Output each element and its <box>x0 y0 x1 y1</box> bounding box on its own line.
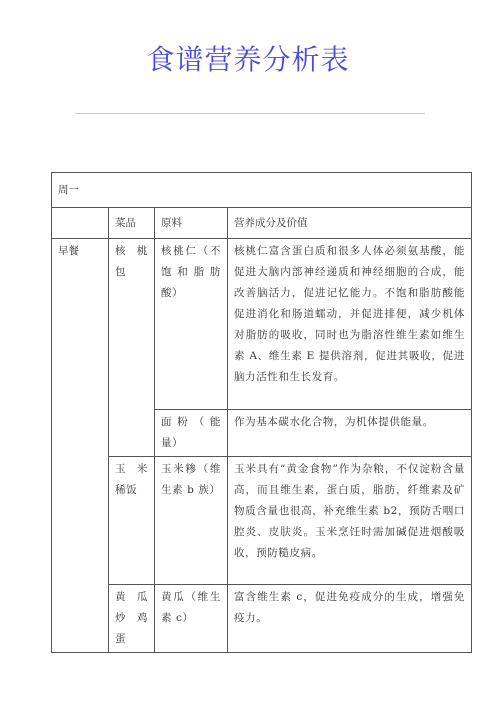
meal-label: 早餐 <box>52 239 109 653</box>
nutrition-value: 作为基本碳水化合物，为机体提供能量。 <box>228 410 472 457</box>
nutrition-value: 富含维生素 c，促进免疫成分的生成，增强免疫力。 <box>228 585 472 653</box>
table-row <box>52 239 472 410</box>
dish-name: 黄瓜炒鸡蛋 <box>109 585 155 653</box>
title-divider <box>75 113 425 114</box>
header-ingredient: 原料 <box>155 208 228 239</box>
header-nutrition: 营养成分及价值 <box>228 208 472 239</box>
page-title: 食谱营养分析表 <box>146 43 350 76</box>
ingredient-name: 玉米糁（维生素 b 族） <box>155 457 228 585</box>
nutrition-table <box>51 172 472 653</box>
ingredient-name: 核桃仁（不饱和脂肪酸） <box>155 239 228 410</box>
dish-name: 玉米稀饭 <box>109 457 155 585</box>
week-row <box>52 173 472 208</box>
week-label: 周一 <box>52 173 472 208</box>
dish-name: 核桃包 <box>109 239 155 457</box>
table-row <box>52 457 472 585</box>
header-dish: 菜品 <box>109 208 155 239</box>
header-blank-cell <box>52 208 109 239</box>
nutrition-value: 核桃仁富含蛋白质和很多人体必须氨基酸，能促进大脑内部神经递质和神经细胞的合成，能改善脑活力，促进记忆能力。不饱和脂肪酸能促进消化和肠道蠕动，并促进排便，减少机体对脂肪的吸收，同时也为脂溶性维生素如维生素 A、维生素 E 提供溶剂，促进其吸收，促进脑力活性和生长发育。 <box>228 239 472 410</box>
ingredient-name: 面粉（能量） <box>155 410 228 457</box>
table-row <box>52 585 472 653</box>
ingredient-name: 黄瓜（维生素 c） <box>155 585 228 653</box>
header-row <box>52 208 472 239</box>
nutrition-value: 玉米具有“黄金食物”作为杂粮，不仅淀粉含量高，而且维生素，蛋白质，脂肪，纤维素及矿物质含量也很高，补充维生素 b2，预防舌咽口腔炎、皮肤炎。玉米烹饪时需加碱促进烟酸吸收，预防糙皮病。 <box>228 457 472 585</box>
